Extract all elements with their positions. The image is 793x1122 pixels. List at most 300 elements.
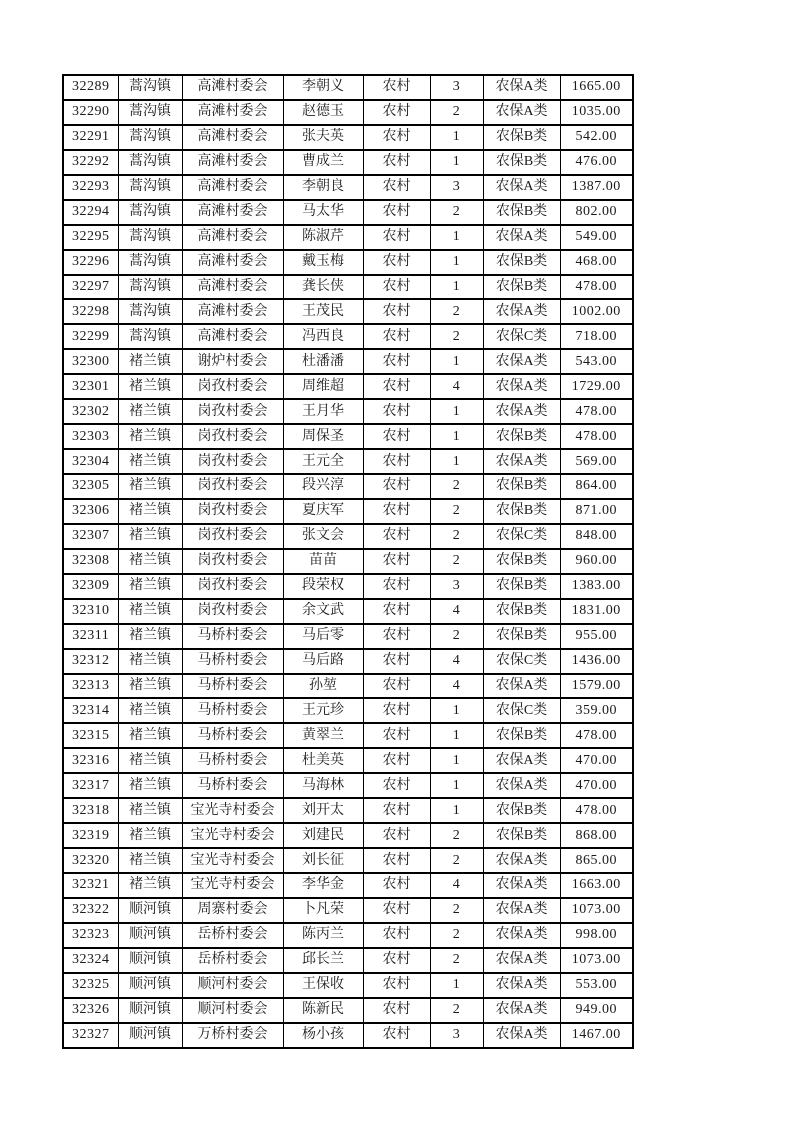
cell-village-committee: 高滩村委会 (182, 150, 283, 175)
cell-person-name: 马后零 (283, 624, 363, 649)
cell-village-committee: 岳桥村委会 (182, 923, 283, 948)
cell-serial-number: 32305 (63, 474, 118, 499)
cell-household-type: 农村 (363, 873, 430, 898)
cell-serial-number: 32292 (63, 150, 118, 175)
cell-serial-number: 32310 (63, 599, 118, 624)
cell-person-count: 2 (430, 624, 483, 649)
table-row (63, 773, 633, 798)
cell-person-name: 卜凡荣 (283, 898, 363, 923)
cell-person-name: 陈丙兰 (283, 923, 363, 948)
table-row (63, 798, 633, 823)
cell-village-committee: 岗孜村委会 (182, 424, 283, 449)
cell-person-count: 3 (430, 1023, 483, 1048)
cell-amount: 1436.00 (560, 649, 633, 674)
cell-person-name: 苗苗 (283, 549, 363, 574)
cell-village-committee: 谢炉村委会 (182, 349, 283, 374)
cell-insurance-class: 农保B类 (483, 574, 560, 599)
cell-town-name: 蒿沟镇 (118, 175, 182, 200)
cell-town-name: 蒿沟镇 (118, 125, 182, 150)
cell-person-count: 2 (430, 998, 483, 1023)
cell-person-name: 冯西良 (283, 324, 363, 349)
cell-insurance-class: 农保A类 (483, 349, 560, 374)
cell-person-count: 4 (430, 873, 483, 898)
table-row (63, 175, 633, 200)
cell-insurance-class: 农保A类 (483, 175, 560, 200)
cell-household-type: 农村 (363, 349, 430, 374)
cell-insurance-class: 农保A类 (483, 773, 560, 798)
table-row (63, 349, 633, 374)
cell-household-type: 农村 (363, 125, 430, 150)
cell-person-count: 2 (430, 100, 483, 125)
cell-town-name: 顺河镇 (118, 898, 182, 923)
cell-household-type: 农村 (363, 723, 430, 748)
cell-village-committee: 岗孜村委会 (182, 474, 283, 499)
cell-amount: 998.00 (560, 923, 633, 948)
cell-person-name: 周保圣 (283, 424, 363, 449)
cell-insurance-class: 农保B类 (483, 125, 560, 150)
cell-person-count: 2 (430, 549, 483, 574)
cell-village-committee: 马桥村委会 (182, 649, 283, 674)
cell-person-count: 1 (430, 125, 483, 150)
cell-insurance-class: 农保C类 (483, 324, 560, 349)
cell-household-type: 农村 (363, 649, 430, 674)
cell-serial-number: 32313 (63, 674, 118, 699)
cell-village-committee: 马桥村委会 (182, 624, 283, 649)
cell-insurance-class: 农保A类 (483, 75, 560, 100)
cell-insurance-class: 农保A类 (483, 748, 560, 773)
cell-insurance-class: 农保A类 (483, 848, 560, 873)
table-row (63, 225, 633, 250)
cell-insurance-class: 农保A类 (483, 399, 560, 424)
table-row (63, 499, 633, 524)
cell-town-name: 顺河镇 (118, 948, 182, 973)
cell-serial-number: 32307 (63, 524, 118, 549)
cell-household-type: 农村 (363, 175, 430, 200)
cell-amount: 1073.00 (560, 948, 633, 973)
cell-amount: 470.00 (560, 773, 633, 798)
cell-amount: 476.00 (560, 150, 633, 175)
cell-amount: 359.00 (560, 698, 633, 723)
cell-amount: 553.00 (560, 973, 633, 998)
table-row (63, 823, 633, 848)
cell-village-committee: 宝光寺村委会 (182, 823, 283, 848)
cell-village-committee: 岗孜村委会 (182, 449, 283, 474)
cell-village-committee: 万桥村委会 (182, 1023, 283, 1048)
cell-village-committee: 马桥村委会 (182, 748, 283, 773)
cell-person-count: 2 (430, 524, 483, 549)
cell-person-name: 张夫英 (283, 125, 363, 150)
cell-amount: 955.00 (560, 624, 633, 649)
cell-town-name: 褚兰镇 (118, 374, 182, 399)
cell-insurance-class: 农保C类 (483, 698, 560, 723)
cell-person-name: 李朝良 (283, 175, 363, 200)
cell-serial-number: 32294 (63, 200, 118, 225)
cell-serial-number: 32314 (63, 698, 118, 723)
cell-person-name: 杜美英 (283, 748, 363, 773)
cell-insurance-class: 农保B类 (483, 624, 560, 649)
cell-insurance-class: 农保A类 (483, 973, 560, 998)
cell-serial-number: 32299 (63, 324, 118, 349)
cell-person-count: 2 (430, 200, 483, 225)
cell-village-committee: 高滩村委会 (182, 75, 283, 100)
cell-household-type: 农村 (363, 324, 430, 349)
cell-insurance-class: 农保B类 (483, 200, 560, 225)
cell-town-name: 褚兰镇 (118, 524, 182, 549)
cell-person-name: 刘长征 (283, 848, 363, 873)
cell-serial-number: 32317 (63, 773, 118, 798)
cell-town-name: 蒿沟镇 (118, 299, 182, 324)
cell-village-committee: 高滩村委会 (182, 175, 283, 200)
cell-insurance-class: 农保A类 (483, 674, 560, 699)
cell-household-type: 农村 (363, 524, 430, 549)
table-row (63, 599, 633, 624)
table-row (63, 998, 633, 1023)
cell-household-type: 农村 (363, 848, 430, 873)
cell-household-type: 农村 (363, 1023, 430, 1048)
cell-amount: 1579.00 (560, 674, 633, 699)
table-row (63, 299, 633, 324)
cell-household-type: 农村 (363, 948, 430, 973)
cell-amount: 864.00 (560, 474, 633, 499)
cell-household-type: 农村 (363, 299, 430, 324)
cell-person-name: 王保收 (283, 973, 363, 998)
cell-village-committee: 高滩村委会 (182, 125, 283, 150)
cell-amount: 569.00 (560, 449, 633, 474)
cell-amount: 802.00 (560, 200, 633, 225)
cell-serial-number: 32326 (63, 998, 118, 1023)
cell-person-name: 龚长侠 (283, 275, 363, 300)
cell-serial-number: 32295 (63, 225, 118, 250)
table-row (63, 449, 633, 474)
cell-amount: 478.00 (560, 424, 633, 449)
cell-town-name: 顺河镇 (118, 973, 182, 998)
cell-town-name: 褚兰镇 (118, 399, 182, 424)
cell-household-type: 农村 (363, 624, 430, 649)
cell-person-count: 2 (430, 898, 483, 923)
cell-person-count: 2 (430, 499, 483, 524)
cell-person-count: 2 (430, 823, 483, 848)
cell-insurance-class: 农保A类 (483, 225, 560, 250)
cell-insurance-class: 农保B类 (483, 549, 560, 574)
cell-person-name: 刘建民 (283, 823, 363, 848)
table-row (63, 324, 633, 349)
cell-person-count: 3 (430, 75, 483, 100)
table-row (63, 200, 633, 225)
cell-amount: 871.00 (560, 499, 633, 524)
cell-person-name: 马海林 (283, 773, 363, 798)
cell-village-committee: 高滩村委会 (182, 324, 283, 349)
cell-person-name: 孙堃 (283, 674, 363, 699)
cell-serial-number: 32297 (63, 275, 118, 300)
cell-town-name: 蒿沟镇 (118, 75, 182, 100)
cell-amount: 1073.00 (560, 898, 633, 923)
cell-insurance-class: 农保B类 (483, 798, 560, 823)
cell-serial-number: 32318 (63, 798, 118, 823)
cell-serial-number: 32327 (63, 1023, 118, 1048)
cell-person-name: 段荣权 (283, 574, 363, 599)
cell-person-count: 1 (430, 399, 483, 424)
cell-amount: 1387.00 (560, 175, 633, 200)
table-row (63, 923, 633, 948)
cell-person-count: 2 (430, 848, 483, 873)
cell-village-committee: 宝光寺村委会 (182, 873, 283, 898)
cell-town-name: 顺河镇 (118, 998, 182, 1023)
cell-village-committee: 岗孜村委会 (182, 399, 283, 424)
cell-person-count: 4 (430, 374, 483, 399)
cell-insurance-class: 农保A类 (483, 898, 560, 923)
cell-serial-number: 32290 (63, 100, 118, 125)
table-row (63, 873, 633, 898)
table-row (63, 374, 633, 399)
cell-amount: 478.00 (560, 723, 633, 748)
cell-serial-number: 32325 (63, 973, 118, 998)
cell-person-count: 1 (430, 349, 483, 374)
cell-serial-number: 32298 (63, 299, 118, 324)
cell-person-name: 李华金 (283, 873, 363, 898)
cell-serial-number: 32323 (63, 923, 118, 948)
cell-village-committee: 高滩村委会 (182, 275, 283, 300)
cell-town-name: 蒿沟镇 (118, 250, 182, 275)
cell-town-name: 褚兰镇 (118, 549, 182, 574)
cell-person-count: 1 (430, 250, 483, 275)
cell-serial-number: 32321 (63, 873, 118, 898)
cell-amount: 1831.00 (560, 599, 633, 624)
cell-household-type: 农村 (363, 973, 430, 998)
table-row (63, 100, 633, 125)
cell-serial-number: 32303 (63, 424, 118, 449)
cell-amount: 1467.00 (560, 1023, 633, 1048)
cell-insurance-class: 农保A类 (483, 100, 560, 125)
cell-insurance-class: 农保A类 (483, 374, 560, 399)
cell-serial-number: 32322 (63, 898, 118, 923)
cell-person-count: 2 (430, 299, 483, 324)
cell-person-count: 4 (430, 599, 483, 624)
cell-town-name: 褚兰镇 (118, 649, 182, 674)
cell-person-count: 1 (430, 449, 483, 474)
cell-person-name: 陈淑芹 (283, 225, 363, 250)
cell-person-name: 夏庆军 (283, 499, 363, 524)
cell-town-name: 褚兰镇 (118, 499, 182, 524)
cell-serial-number: 32302 (63, 399, 118, 424)
cell-insurance-class: 农保B类 (483, 723, 560, 748)
cell-serial-number: 32304 (63, 449, 118, 474)
cell-insurance-class: 农保B类 (483, 474, 560, 499)
cell-household-type: 农村 (363, 449, 430, 474)
cell-person-name: 王元珍 (283, 698, 363, 723)
cell-insurance-class: 农保B类 (483, 599, 560, 624)
cell-person-count: 1 (430, 150, 483, 175)
cell-person-count: 1 (430, 973, 483, 998)
cell-serial-number: 32289 (63, 75, 118, 100)
cell-insurance-class: 农保C类 (483, 649, 560, 674)
cell-serial-number: 32301 (63, 374, 118, 399)
cell-household-type: 农村 (363, 823, 430, 848)
cell-serial-number: 32320 (63, 848, 118, 873)
cell-person-name: 王茂民 (283, 299, 363, 324)
table-row (63, 150, 633, 175)
cell-serial-number: 32300 (63, 349, 118, 374)
cell-person-name: 马太华 (283, 200, 363, 225)
table-row (63, 624, 633, 649)
table-row (63, 973, 633, 998)
cell-village-committee: 高滩村委会 (182, 225, 283, 250)
cell-person-name: 马后路 (283, 649, 363, 674)
cell-person-count: 1 (430, 748, 483, 773)
cell-village-committee: 宝光寺村委会 (182, 848, 283, 873)
cell-serial-number: 32311 (63, 624, 118, 649)
cell-amount: 848.00 (560, 524, 633, 549)
cell-serial-number: 32296 (63, 250, 118, 275)
cell-amount: 1663.00 (560, 873, 633, 898)
cell-amount: 1383.00 (560, 574, 633, 599)
cell-town-name: 褚兰镇 (118, 674, 182, 699)
cell-village-committee: 岗孜村委会 (182, 599, 283, 624)
cell-household-type: 农村 (363, 75, 430, 100)
cell-household-type: 农村 (363, 798, 430, 823)
table-row (63, 674, 633, 699)
cell-town-name: 褚兰镇 (118, 424, 182, 449)
table-row (63, 424, 633, 449)
cell-household-type: 农村 (363, 698, 430, 723)
cell-household-type: 农村 (363, 100, 430, 125)
cell-amount: 718.00 (560, 324, 633, 349)
cell-town-name: 褚兰镇 (118, 574, 182, 599)
cell-person-count: 2 (430, 324, 483, 349)
cell-person-name: 段兴淳 (283, 474, 363, 499)
cell-town-name: 蒿沟镇 (118, 200, 182, 225)
cell-village-committee: 岗孜村委会 (182, 574, 283, 599)
cell-person-count: 1 (430, 798, 483, 823)
table-row (63, 125, 633, 150)
table-row (63, 723, 633, 748)
cell-insurance-class: 农保B类 (483, 823, 560, 848)
cell-amount: 1729.00 (560, 374, 633, 399)
cell-amount: 865.00 (560, 848, 633, 873)
cell-amount: 478.00 (560, 399, 633, 424)
cell-person-name: 戴玉梅 (283, 250, 363, 275)
cell-town-name: 褚兰镇 (118, 823, 182, 848)
table-row (63, 649, 633, 674)
cell-person-count: 2 (430, 948, 483, 973)
cell-town-name: 蒿沟镇 (118, 150, 182, 175)
cell-household-type: 农村 (363, 399, 430, 424)
cell-village-committee: 宝光寺村委会 (182, 798, 283, 823)
cell-village-committee: 高滩村委会 (182, 299, 283, 324)
table-row (63, 948, 633, 973)
cell-person-name: 王元全 (283, 449, 363, 474)
cell-serial-number: 32306 (63, 499, 118, 524)
table-row (63, 549, 633, 574)
cell-town-name: 褚兰镇 (118, 349, 182, 374)
cell-amount: 1665.00 (560, 75, 633, 100)
cell-amount: 478.00 (560, 275, 633, 300)
cell-serial-number: 32309 (63, 574, 118, 599)
cell-person-count: 1 (430, 225, 483, 250)
cell-person-name: 邱长兰 (283, 948, 363, 973)
cell-town-name: 顺河镇 (118, 923, 182, 948)
table-row (63, 848, 633, 873)
cell-village-committee: 岗孜村委会 (182, 549, 283, 574)
cell-town-name: 褚兰镇 (118, 723, 182, 748)
table-row (63, 474, 633, 499)
cell-amount: 543.00 (560, 349, 633, 374)
cell-person-name: 余文武 (283, 599, 363, 624)
cell-person-name: 黄翠兰 (283, 723, 363, 748)
cell-household-type: 农村 (363, 200, 430, 225)
cell-serial-number: 32315 (63, 723, 118, 748)
cell-person-name: 李朝义 (283, 75, 363, 100)
table-row (63, 275, 633, 300)
cell-amount: 468.00 (560, 250, 633, 275)
cell-person-name: 刘开太 (283, 798, 363, 823)
cell-person-count: 4 (430, 674, 483, 699)
cell-household-type: 农村 (363, 674, 430, 699)
cell-person-count: 2 (430, 474, 483, 499)
cell-village-committee: 岗孜村委会 (182, 374, 283, 399)
pension-roster-table (62, 74, 634, 1049)
cell-person-count: 1 (430, 424, 483, 449)
cell-amount: 949.00 (560, 998, 633, 1023)
cell-household-type: 农村 (363, 748, 430, 773)
cell-town-name: 褚兰镇 (118, 624, 182, 649)
cell-town-name: 褚兰镇 (118, 873, 182, 898)
cell-person-name: 周维超 (283, 374, 363, 399)
cell-serial-number: 32319 (63, 823, 118, 848)
cell-insurance-class: 农保A类 (483, 923, 560, 948)
cell-village-committee: 岳桥村委会 (182, 948, 283, 973)
cell-serial-number: 32308 (63, 549, 118, 574)
cell-town-name: 褚兰镇 (118, 474, 182, 499)
cell-insurance-class: 农保B类 (483, 275, 560, 300)
cell-insurance-class: 农保A类 (483, 299, 560, 324)
cell-town-name: 蒿沟镇 (118, 275, 182, 300)
cell-village-committee: 岗孜村委会 (182, 524, 283, 549)
cell-town-name: 褚兰镇 (118, 599, 182, 624)
cell-amount: 960.00 (560, 549, 633, 574)
cell-person-count: 1 (430, 773, 483, 798)
cell-town-name: 蒿沟镇 (118, 100, 182, 125)
cell-serial-number: 32316 (63, 748, 118, 773)
cell-person-name: 陈新民 (283, 998, 363, 1023)
table-row (63, 75, 633, 100)
cell-serial-number: 32293 (63, 175, 118, 200)
table-row (63, 399, 633, 424)
cell-village-committee: 马桥村委会 (182, 674, 283, 699)
table-body (63, 75, 633, 1048)
cell-household-type: 农村 (363, 424, 430, 449)
cell-person-name: 曹成兰 (283, 150, 363, 175)
cell-insurance-class: 农保A类 (483, 873, 560, 898)
cell-serial-number: 32291 (63, 125, 118, 150)
cell-person-count: 2 (430, 923, 483, 948)
cell-person-name: 杨小孩 (283, 1023, 363, 1048)
cell-town-name: 褚兰镇 (118, 848, 182, 873)
cell-person-name: 王月华 (283, 399, 363, 424)
cell-town-name: 褚兰镇 (118, 773, 182, 798)
cell-insurance-class: 农保A类 (483, 1023, 560, 1048)
cell-village-committee: 顺河村委会 (182, 998, 283, 1023)
cell-town-name: 褚兰镇 (118, 798, 182, 823)
cell-household-type: 农村 (363, 574, 430, 599)
cell-person-name: 杜潘潘 (283, 349, 363, 374)
table-row (63, 250, 633, 275)
cell-village-committee: 马桥村委会 (182, 723, 283, 748)
cell-town-name: 蒿沟镇 (118, 225, 182, 250)
cell-person-name: 赵德玉 (283, 100, 363, 125)
cell-person-count: 1 (430, 723, 483, 748)
cell-household-type: 农村 (363, 499, 430, 524)
table-row (63, 574, 633, 599)
